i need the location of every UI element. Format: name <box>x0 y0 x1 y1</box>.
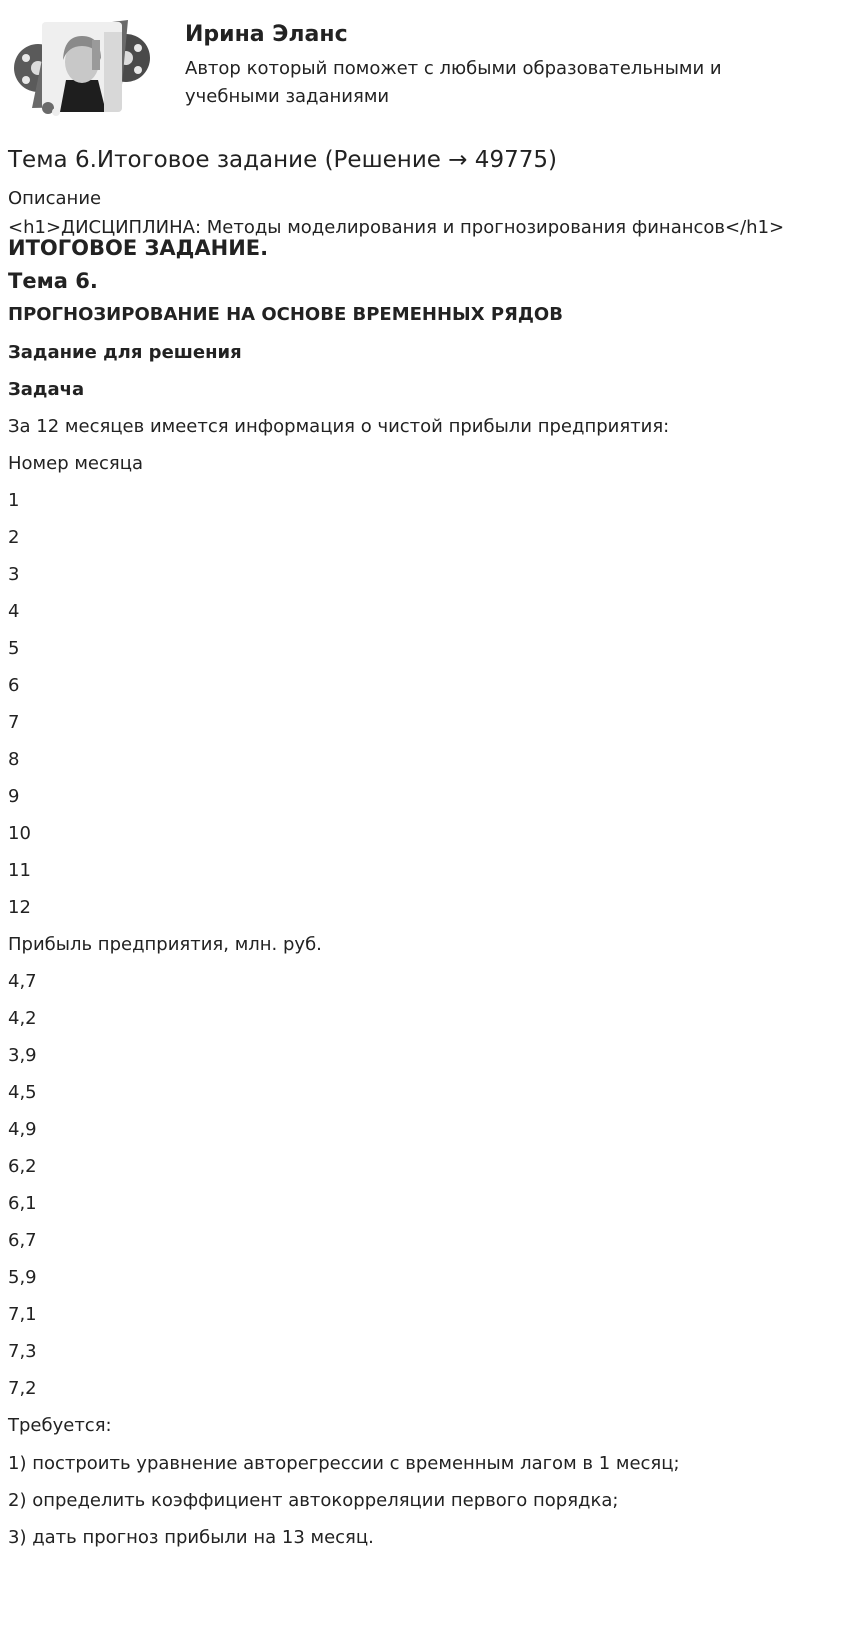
requirement-item: 3) дать прогноз прибыли на 13 месяц. <box>8 1527 374 1548</box>
heading-final-task: ИТОГОВОЕ ЗАДАНИЕ. <box>8 236 269 260</box>
discipline-raw-heading: <h1>ДИСЦИПЛИНА: Методы моделирования и прогнозирования финансов</h1> <box>8 217 785 238</box>
page-title: Тема 6.Итоговое задание (Решение → 49775) <box>8 147 557 173</box>
description-label: Описание <box>8 188 102 209</box>
heading-topic: Тема 6. <box>8 269 98 293</box>
author-name[interactable]: Ирина Эланс <box>185 22 348 47</box>
month-value: 5 <box>8 638 20 659</box>
month-value: 2 <box>8 527 20 548</box>
profit-value: 6,1 <box>8 1193 37 1214</box>
month-value: 6 <box>8 675 20 696</box>
profit-value: 7,3 <box>8 1341 37 1362</box>
task-intro: За 12 месяцев имеется информация о чистой прибыли предприятия: <box>8 416 670 437</box>
month-value: 12 <box>8 897 31 918</box>
requirement-item: 2) определить коэффициент автокорреляции первого порядка; <box>8 1490 619 1511</box>
task-for-solution-label: Задание для решения <box>8 342 242 363</box>
heading-time-series: ПРОГНОЗИРОВАНИЕ НА ОСНОВЕ ВРЕМЕННЫХ РЯДОВ <box>8 304 563 325</box>
months-header: Номер месяца <box>8 453 144 474</box>
profit-value: 4,2 <box>8 1008 37 1029</box>
author-description: Автор который поможет с любыми образовательными и учебными заданиями <box>185 58 722 107</box>
month-value: 10 <box>8 823 31 844</box>
profit-value: 7,1 <box>8 1304 37 1325</box>
profit-value: 6,7 <box>8 1230 37 1251</box>
profit-value: 4,9 <box>8 1119 37 1140</box>
profit-header: Прибыль предприятия, млн. руб. <box>8 934 322 955</box>
month-value: 9 <box>8 786 20 807</box>
month-value: 8 <box>8 749 20 770</box>
requirement-item: 1) построить уравнение авторегрессии с временным лагом в 1 месяц; <box>8 1453 680 1474</box>
month-value: 11 <box>8 860 31 881</box>
month-value: 1 <box>8 490 20 511</box>
month-value: 3 <box>8 564 20 585</box>
required-label: Требуется: <box>8 1415 112 1436</box>
month-value: 4 <box>8 601 20 622</box>
profit-value: 5,9 <box>8 1267 37 1288</box>
profit-value: 3,9 <box>8 1045 37 1066</box>
author-block <box>8 8 838 128</box>
month-value: 7 <box>8 712 20 733</box>
profit-value: 6,2 <box>8 1156 37 1177</box>
profit-value: 4,5 <box>8 1082 37 1103</box>
task-label: Задача <box>8 379 85 400</box>
profit-value: 7,2 <box>8 1378 37 1399</box>
author-avatar[interactable] <box>8 8 152 126</box>
profit-value: 4,7 <box>8 971 37 992</box>
